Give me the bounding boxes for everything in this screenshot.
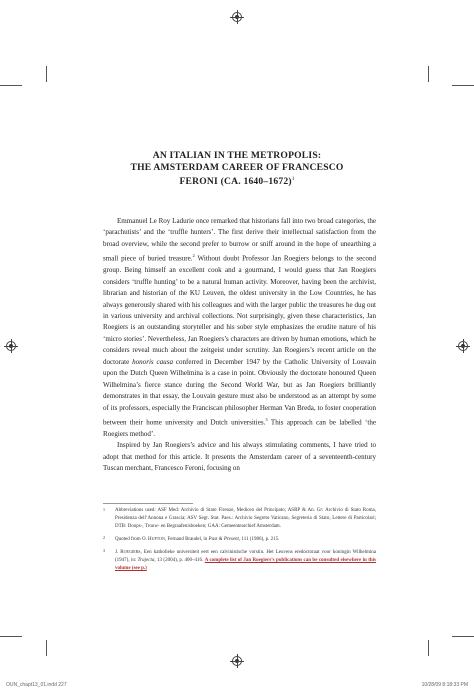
registration-mark-icon: [232, 656, 242, 666]
paragraph: Inspired by Jan Roegiers’s advice and his always stimulating comments, I have tried to adopt that method for this article. It presents the Amsterdam career of a seventeenth-century Tuscan merchant, Francesco Feroni, focusing on: [103, 441, 376, 473]
footnote-ref: 2: [192, 253, 195, 259]
cross-reference-link[interactable]: A complete list of Jan Roegiers’s publications can be consulted elsewhere in this volume (see p.): [115, 558, 376, 571]
footnote: [103, 507, 376, 531]
footnote: [103, 535, 376, 544]
italic-run: Trajecta: [137, 558, 155, 563]
footnote-text: J. R: [115, 550, 124, 555]
italic-run: honoris causa: [132, 357, 173, 366]
crop-mark: [0, 85, 22, 86]
registration-mark-icon: [458, 341, 468, 351]
body-text: [103, 216, 376, 475]
chapter-title-line: AN ITALIAN IN THE METROPOLIS:: [152, 150, 322, 161]
footnotes: [103, 507, 376, 577]
print-slug-left: OUN_chapt13_01.indd 227: [6, 682, 67, 688]
small-caps-run: UFTON: [151, 536, 165, 541]
footnote: [103, 548, 376, 573]
text-run: This approach can be labelled ‘the Roegiers method’.: [103, 418, 376, 438]
crop-mark: [0, 636, 22, 637]
footnote-ref: 3: [265, 417, 268, 423]
crop-mark: [428, 640, 429, 656]
crop-mark: [452, 85, 474, 86]
text-run: Emmanuel Le Roy Ladurie once remarked that historians fall into two broad categories, the ‘parachutists’ and the ‘truffle hunters’. The first derive their intellectual satisfaction from the broad overview, while the second prefer to burrow or sniff around in the hope of unearthing a small piece of buried treasure.: [103, 217, 376, 263]
chapter-title-line: THE AMSTERDAM CAREER OF FRANCESCO: [130, 162, 344, 173]
registration-mark-icon: [6, 341, 16, 351]
footnote-text: Quoted from O. H: [115, 537, 152, 542]
crop-mark: [428, 66, 429, 82]
chapter-title: [60, 150, 414, 188]
footnote-text: , 13 (2004), p. 400–416.: [154, 558, 205, 563]
text-run: conferred in December 1947 by the Catholic University of Louvain upon the Dutch Queen Wilhelmina is a case in point. Obviously the doctorate honoured Queen Wilhelmina’s fierce stance during the Second World War, but as Jan Roegiers brilliantly demonstrates in that essay, the Louvain gesture must also be understood as an attempt by some of its professors, especially the Franciscan philosopher Herman Van Breda, to foster cooperation between their home university and Dutch universities.: [103, 357, 376, 427]
chapter-title-line: [60, 174, 414, 188]
footnote-number: 2: [103, 535, 105, 540]
crop-mark: [46, 66, 47, 82]
footnote-text: , 111 (1986), p. 215.: [238, 537, 280, 542]
footnote-ref: 1: [291, 177, 295, 182]
footnote-number: 3: [103, 548, 105, 553]
print-slug-right: 10/28/09 8:18:33 PM: [421, 682, 468, 688]
footnote-text: , Een katholieke universiteit eert een calvinistische vorstin. Het Leuvens eredoctoraat voor koningin Wilhelmina (1947), in:: [115, 550, 377, 563]
registration-mark-icon: [232, 12, 242, 22]
footnote-text: Abbreviations used: ASF Med: Archivio di Stato Firenze, Mediceo del Principato; ASRP & An. Gr: Archivio di Stato Roma, Presidenza dell’Annona e Grascia; ASV Segr. Stat. Paes.: Archivio Segreto Vaticano, Segreteria di Stato, Lettere di Particolari; DTB: Doops-, Trouw- en Begraafenisboeken; GAA: Gemeentearchief Amsterdam.: [115, 508, 376, 529]
footnote-rule: [103, 503, 193, 504]
crop-mark: [46, 640, 47, 656]
crop-mark: [452, 636, 474, 637]
small-caps-run: OEGIERS: [123, 549, 141, 554]
paragraph: [103, 216, 376, 440]
chapter-title-text: FERONI (CA. 1640–1672): [179, 176, 292, 188]
italic-run: Past & Present: [208, 537, 239, 542]
footnote-number: 1: [103, 507, 105, 512]
text-run: Without doubt Professor Jan Roegiers belongs to the second group. Being himself an excellent cook and a gourmand, I would guess that Jan Roegiers considers ‘truffle hunting’ to be a natural human activity. Moreover, having been the archivist, librarian and historian of the KU Leuven, the oldest university in the Low Countries, he has always generously shared with his colleagues and with the larger public the treasures he dug out in various university and archival collections. Not surprisingly, given these characteristics, Jan Roegiers is an outstanding storyteller and his sober style emphasizes the erudite nature of his ‘micro stories’. Nevertheless, Jan Roegiers’s characters are driven by human emotions, which he considers reveal much about the zeitgeist under scrutiny. Jan Roegiers’s recent article on the doctorate: [103, 254, 376, 366]
footnote-text: , Fernand Braudel, in: [164, 537, 209, 542]
